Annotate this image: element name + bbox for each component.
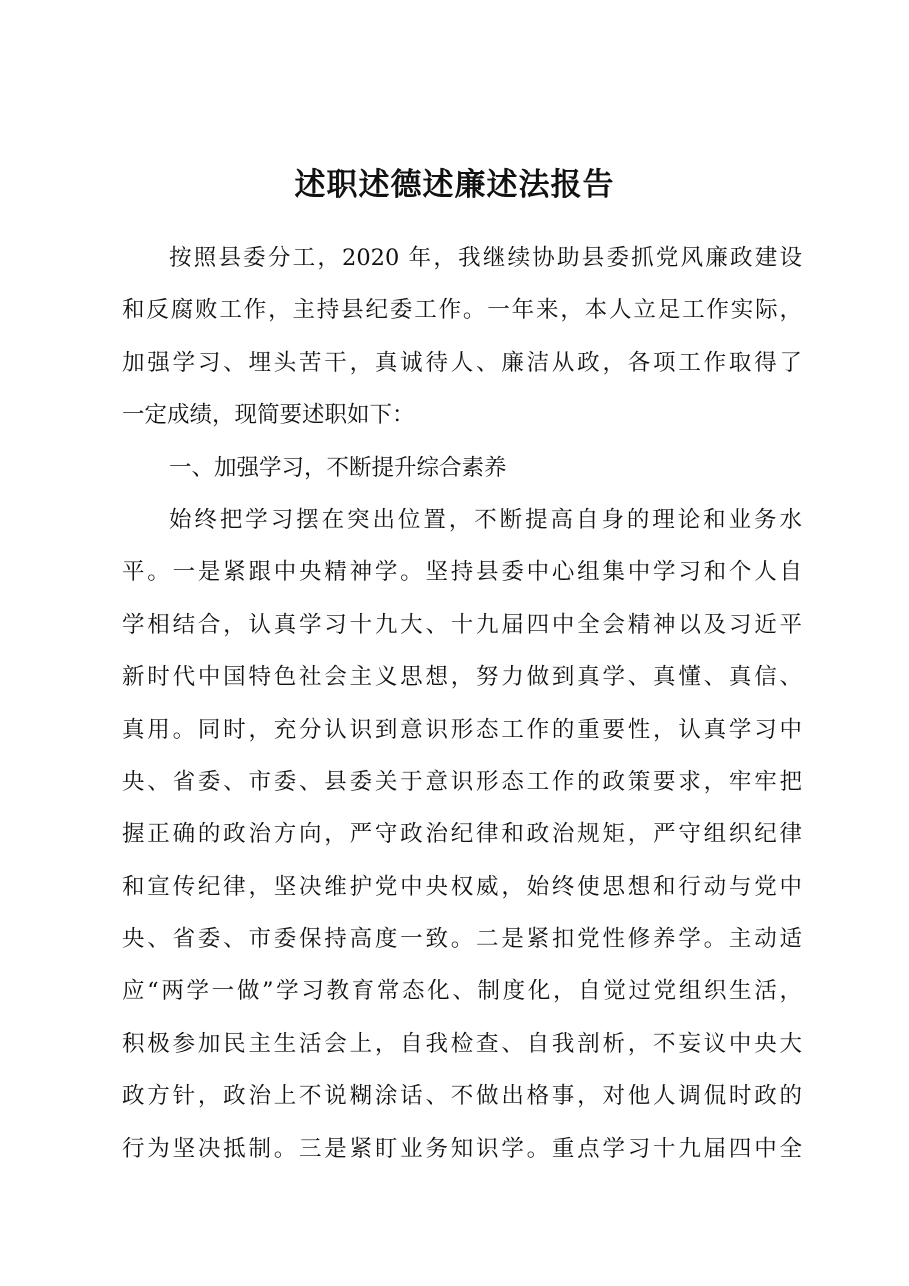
text-line: 握正确的政治方向，严守政治纪律和政治规矩，严守组织纪律 <box>122 821 802 848</box>
text-line: 积极参加民主生活会上，自我检查、自我剖析，不妄议中央大 <box>122 1030 802 1057</box>
text-line: 始终把学习摆在突出位置，不断提高自身的理论和业务水 <box>169 506 802 533</box>
document-body <box>122 232 802 1175</box>
text-line: 应“两学一做”学习教育常态化、制度化，自觉过党组织生活， <box>122 978 802 1005</box>
text-line: 加强学习、埋头苦干，真诚待人、廉洁从政，各项工作取得了 <box>122 349 802 376</box>
text-line: 一定成绩，现简要述职如下： <box>122 402 415 429</box>
text-line: 平。一是紧跟中央精神学。坚持县委中心组集中学习和个人自 <box>122 559 802 586</box>
text-line: 和宣传纪律，坚决维护党中央权威，始终使思想和行动与党中 <box>122 873 802 900</box>
text-line: 真用。同时，充分认识到意识形态工作的重要性，认真学习中 <box>122 716 802 743</box>
text-line: 行为坚决抵制。三是紧盯业务知识学。重点学习十九届四中全 <box>122 1135 802 1162</box>
text-line: 学相结合，认真学习十九大、十九届四中全会精神以及习近平 <box>122 611 802 638</box>
text-line: 政方针，政治上不说糊涂话、不做出格事，对他人调侃时政的 <box>122 1083 802 1110</box>
text-line: 央、省委、市委保持高度一致。二是紧扣党性修养学。主动适 <box>122 926 802 953</box>
document-title: 述职述德述廉述法报告 <box>294 167 615 203</box>
text-line: 按照县委分工，2020 年，我继续协助县委抓党风廉政建设 <box>169 245 802 271</box>
text-line: 和反腐败工作，主持县纪委工作。一年来，本人立足工作实际， <box>122 297 802 324</box>
text-line: 新时代中国特色社会主义思想，努力做到真学、真懂、真信、 <box>122 664 802 691</box>
text-line: 央、省委、市委、县委关于意识形态工作的政策要求，牢牢把 <box>122 768 802 795</box>
text-line: 一、加强学习，不断提升综合素养 <box>169 454 507 481</box>
